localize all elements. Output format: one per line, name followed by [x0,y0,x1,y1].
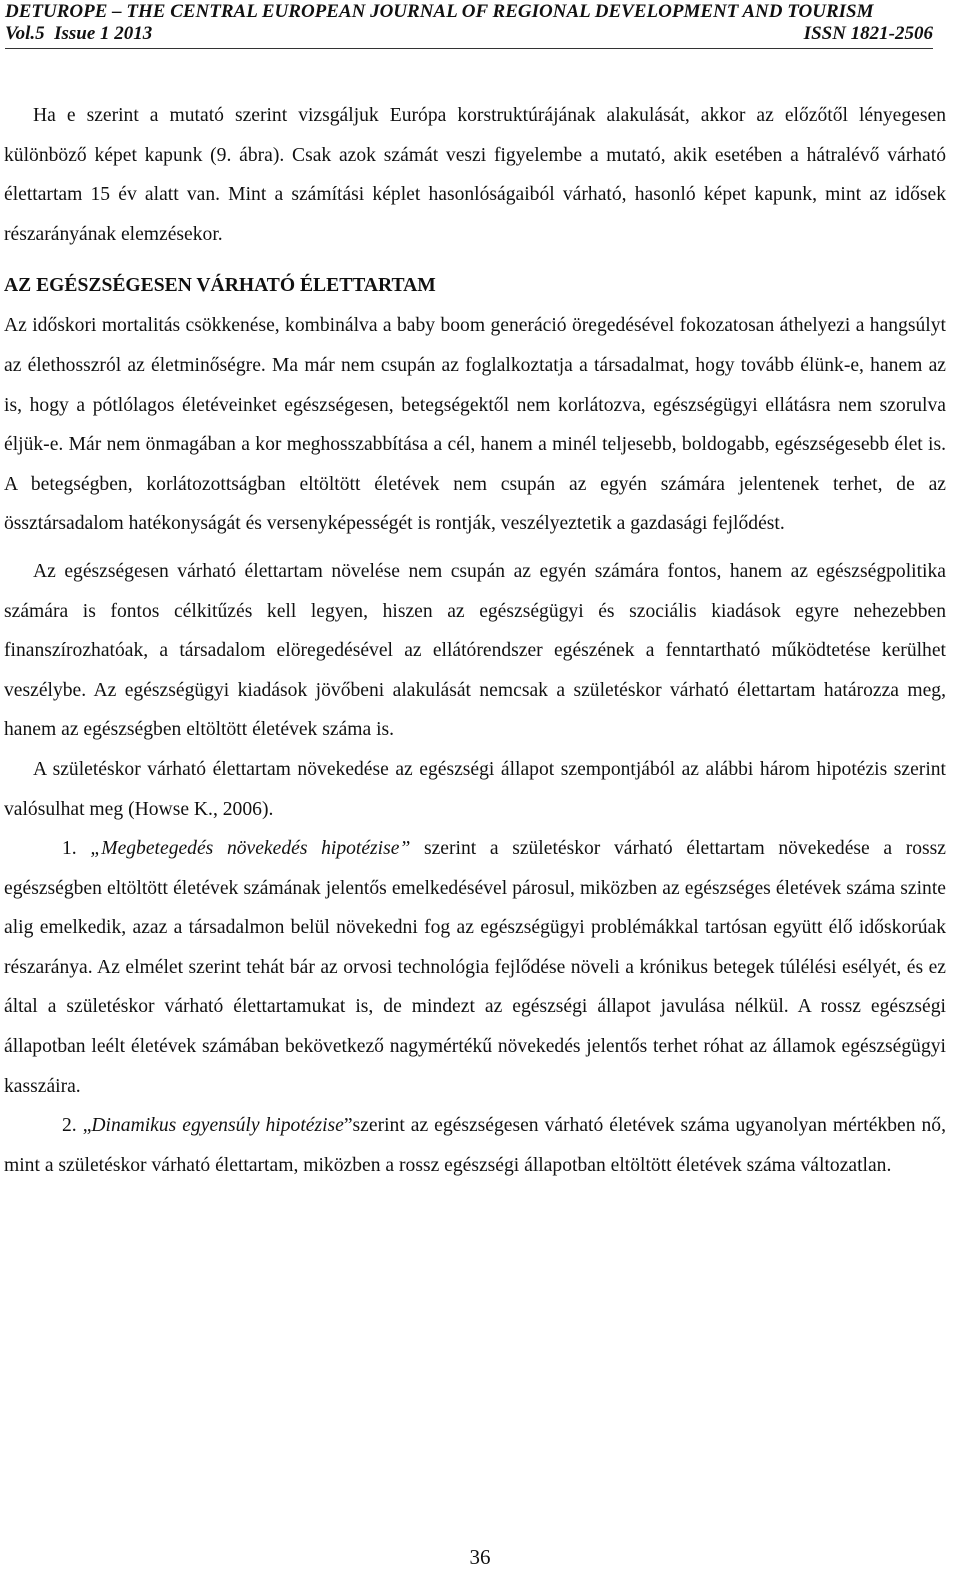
list-item-2-quote-open: „ [82,1115,92,1137]
header-row-1 [5,1,933,23]
header-row-2 [5,23,933,45]
section-heading: AZ EGÉSZSÉGESEN VÁRHATÓ ÉLETTARTAM [4,275,436,297]
page-number: 36 [469,1545,491,1569]
list-item-2-term: Dinamikus egyensúly hipotézise [91,1115,344,1137]
list-item-2 [4,1106,946,1185]
journal-title: DETUROPE – THE CENTRAL EUROPEAN JOURNAL OF REGIONAL DEVELOPMENT AND TOURISM [5,1,874,22]
issn: ISSN 1821-2506 [803,23,933,44]
paragraph-2: Az időskori mortalitás csökkenése, kombinálva a baby boom generáció öregedésével fokozatosan áthelyezi a hangsúlyt az élethosszról az életminőségre. Ma már nem csupán az foglalkoztatja a társadalmat, hogy tovább élünk-e, hanem az is, hogy a pótlólagos életéveinket egészségesen, betegségektől nem korlátozva, egészségügyi ellátásra nem szorulva éljük-e. Már nem önmagában a kor meghosszabbítása a cél, hanem a minél teljesebb, boldogabb, egészségesebb élet is. A betegségben, korlátozottságban eltöltött életévek nem csupán az egyén számára jelentenek terhet, de az össztársadalom hatékonyságát és versenyképességét is rontják, veszélyeztetik a gazdasági fejlődést. [4,315,946,535]
paragraph-4: A születéskor várható élettartam növekedése az egészségi állapot szempontjából az alábbi három hipotézis szerint valósulhat meg (Howse K., 2006). [4,758,946,820]
running-header [5,1,933,45]
list-item-1 [4,829,946,1106]
paragraph-3: Az egészségesen várható élettartam növelése nem csupán az egyén számára fontos, hanem az egészségpolitika számára is fontos célkitűzés kell legyen, hiszen az egészségügyi és szociális kiadások egyre nehezebben finanszírozhatóak, a társadalom elöregedésével az ellátórendszer egészének a fenntartható működtetése kerülhet veszélybe. Az egészségügyi kiadások jövőbeni alakulását nemcsak a születéskor várható élettartam határozza meg, hanem az egészségben eltöltött életévek száma is. [4,560,946,741]
list-item-2-text: ”szerint az egészségesen várható életévek száma ugyanolyan mértékben nő, mint a születéskor várható élettartam, miközben a rossz egészségi állapotban eltöltött életévek száma változatlan. [4,1115,946,1176]
header-divider [5,48,933,49]
list-item-1-text: szerint a születéskor várható élettartam növekedése a rossz egészségben eltöltött életévek számának jelentős emelkedésével párosul, miközben az egészséges életévek száma szinte alig emelkedik, azaz a társadalmon belül növekedni fog az egészségügyi problémákkal tartósan együtt élő időskorúak részaránya. Az elmélet szerint tehát bár az orvosi technológia fejlődése növeli a krónikus betegek túlélési esélyét, és ez által a születéskor várható élettartamukat is, de mindezt az egészségi állapot javulása nélkül. A rossz egészségi állapotban leélt életévek számában bekövetkező nagymértékű növekedés jelentős terhet róhat az államok egészségügyi kasszáira. [4,838,946,1097]
list-item-1-term: „Megbetegedés növekedés hipotézise” [90,838,411,860]
list-item-1-number: 1. [62,838,77,860]
main-text [4,96,946,1185]
list-item-2-number: 2. [62,1115,77,1137]
paragraph-1: Ha e szerint a mutató szerint vizsgáljuk Európa korstruktúrájának alakulását, akkor az előzőtől lényegesen különböző képet kapunk (9. ábra). Csak azok számát veszi figyelembe a mutató, akik esetében a hátralévő várható élettartam 15 év alatt van. Mint a számítási képlet hasonlóságaiból várható, hasonló képet kapunk, mint az idősek részarányának elemzésekor. [4,105,946,245]
volume-issue: Vol.5 Issue 1 2013 [5,23,153,44]
